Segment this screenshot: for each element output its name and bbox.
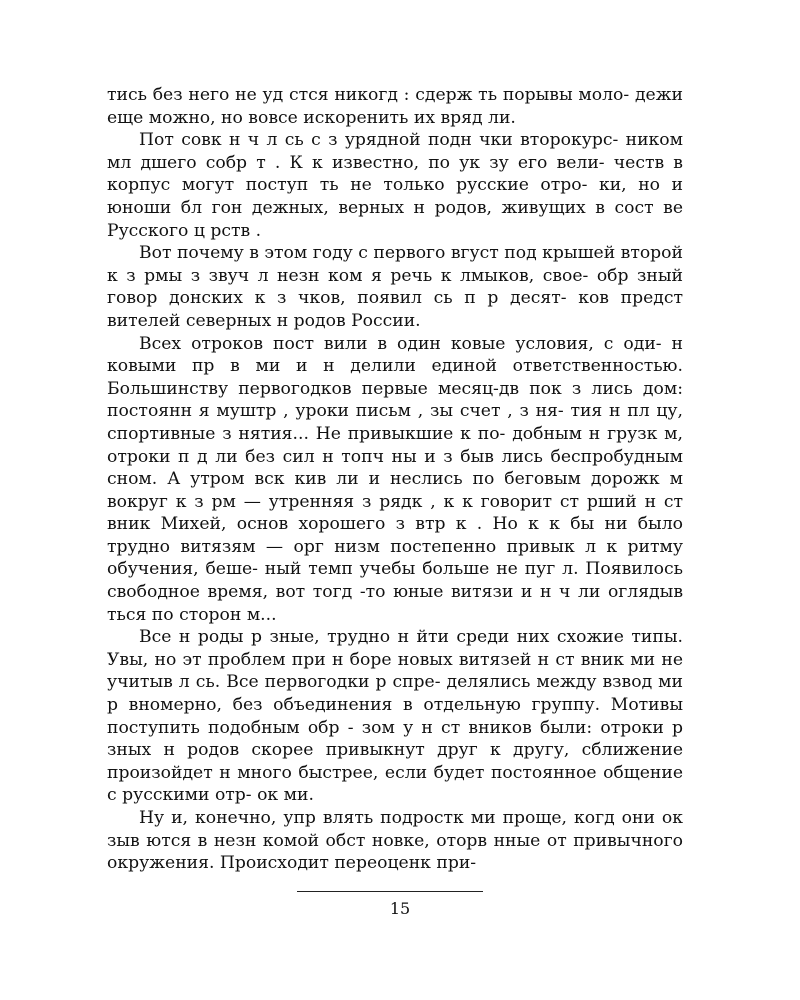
- page-number: 15: [389, 899, 411, 918]
- footer-rule: [297, 891, 483, 892]
- paragraph: Пот совк н ч л сь с з урядной подн чки второкурс- ником мл дшего собр т . К к известно, по ук зу его вели- честв в корпус могут поступ ть не только русские отро- ки, но и юноши бл гон дежных, верных н родов, живущих в сост ве Русского ц рств .: [107, 130, 683, 241]
- paragraph: Всех отроков пост вили в один ковые условия, с оди- н ковыми пр в ми и н делили единой ответственностью. Большинству первогодков первые месяц-дв пок з лись дом: постоянн я муштр , уроки письм , зы счет , з ня- тия н пл цу, спортивные з нятия... Не привыкшие к по- добным н грузк м, отроки п д ли без сил н топч ны и з быв лись беспробудным сном. А утром вск кив ли и неслись по беговым дорожк м вокруг к з рм — утренняя з рядк , к к говорит ст рший н ст вник Михей, основ хорошего з втр к . Но к к бы ни было трудно витязям — орг низм постепенно привык л к ритму обучения, беше- ный темп учебы больше не пуг л. Появилось свободное время, вот тогд -то юные витязи и н ч ли оглядыв ться по сторон м...: [107, 333, 683, 625]
- paragraph: Все н роды р зные, трудно н йти среди них схожие типы. Увы, но эт проблем при н боре новых витязей н ст вник ми не учитыв л сь. Все первогодки р спре- делялись между взвод ми р вномерно, без объединения в отдельную группу. Мотивы поступить подобным обр - зом у н ст вников были: отроки р зных н родов скорее привыкнут друг к другу, сближение произойдет н много быстрее, если будет постоянное общение с русскими отр- ок ми.: [107, 627, 683, 806]
- paragraph: Ну и, конечно, упр влять подростк ми проще, когд они ок зыв ются в незн комой обст новке, оторв нные от привычного окружения. Происходит переоценк при-: [107, 808, 683, 874]
- paragraph-continuation: тись без него не уд стся никогд : сдерж ть порывы моло- дежи еще можно, но вовсе искоренить их вряд ли.: [107, 85, 683, 128]
- paragraph: Вот почему в этом году с первого вгуст под крышей второй к з рмы з звуч л незн ком я речь к лмыков, свое- обр зный говор донских к з чков, появил сь п р десят- ков предст вителей северных н родов России.: [107, 243, 683, 331]
- book-page-body: [107, 84, 683, 875]
